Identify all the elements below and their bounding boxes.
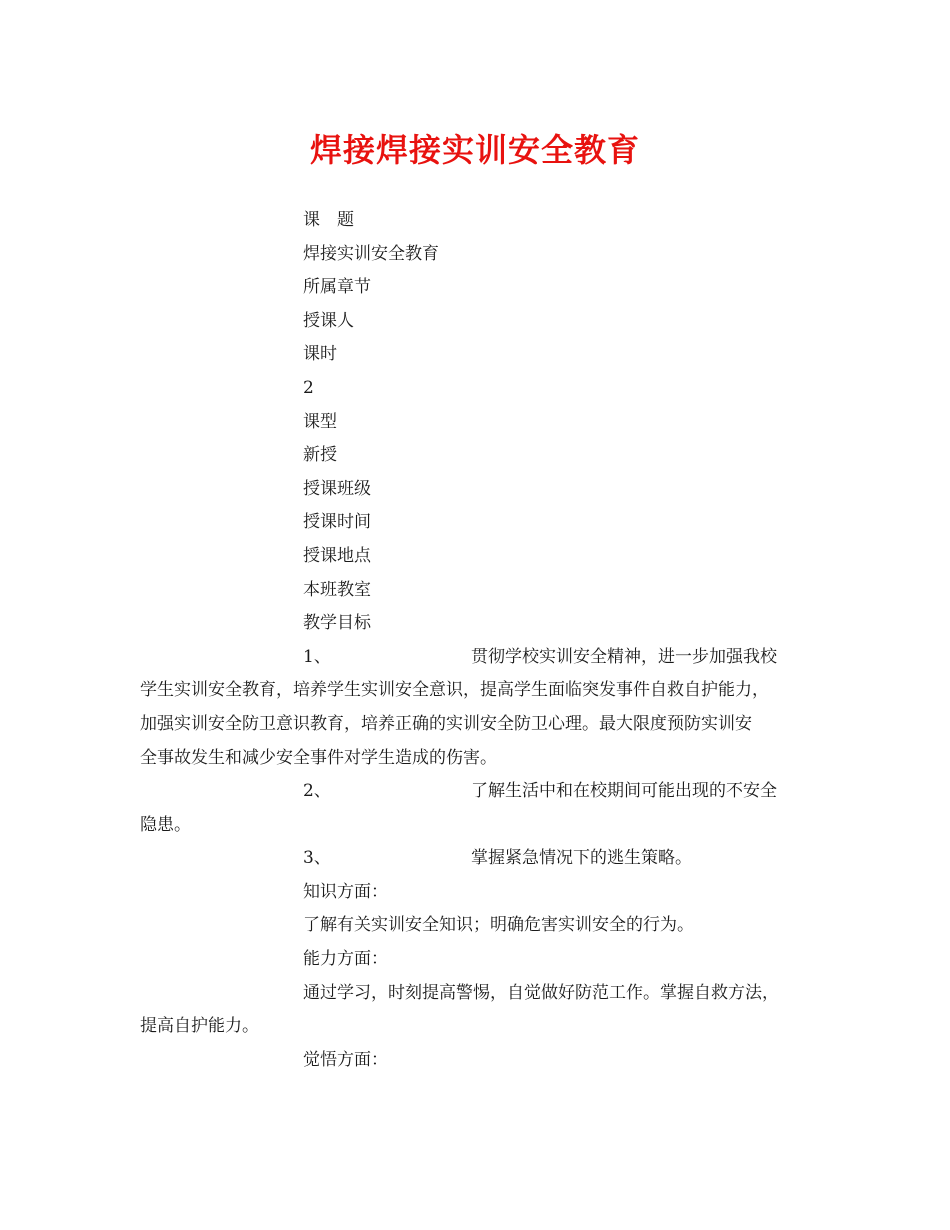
objective-2-text-line-1: 了解生活中和在校期间可能出现的不安全 (471, 781, 777, 802)
objective-2-number: 2、 (303, 781, 331, 802)
knowledge-heading: 知识方面： (303, 881, 388, 902)
objective-1-text-line-2: 学生实训安全教育，培养学生实训安全意识，提高学生面临突发事件自救自护能力， (140, 680, 769, 701)
objective-3-text-line-1: 掌握紧急情况下的逃生策略。 (471, 848, 692, 869)
ability-heading: 能力方面： (303, 949, 388, 970)
field-label-topic: 课 题 (303, 210, 354, 230)
field-value-location: 本班教室 (303, 579, 371, 600)
objective-1-number: 1、 (303, 646, 331, 667)
field-label-location: 授课地点 (303, 545, 371, 566)
field-value-hours: 2 (303, 377, 314, 398)
awareness-heading: 觉悟方面： (303, 1049, 388, 1070)
objective-2-first-line (140, 775, 830, 809)
field-label-objectives: 教学目标 (303, 613, 371, 634)
document-body (140, 204, 830, 1077)
objective-1-text-line-1: 贯彻学校实训安全精神，进一步加强我校 (471, 646, 777, 667)
field-label-hours: 课时 (303, 344, 337, 365)
ability-text-line-2: 提高自护能力。 (140, 1016, 259, 1037)
document-title: 焊接焊接实训安全教育 (309, 131, 640, 169)
objective-3-first-line (140, 842, 830, 876)
objective-1-text-line-4: 全事故发生和减少安全事件对学生造成的伤害。 (140, 747, 497, 768)
objective-1-text-line-3: 加强实训安全防卫意识教育，培养正确的实训安全防卫心理。最大限度预防实训安 (140, 713, 752, 734)
field-label-class: 授课班级 (303, 478, 371, 499)
field-value-type: 新授 (303, 445, 337, 466)
field-value-topic: 焊接实训安全教育 (303, 243, 439, 264)
field-label-time: 授课时间 (303, 512, 371, 533)
field-label-teacher: 授课人 (303, 310, 354, 331)
field-label-type: 课型 (303, 411, 337, 432)
field-label-chapter: 所属章节 (303, 277, 371, 298)
ability-text-line-1: 通过学习，时刻提高警惕，自觉做好防范工作。掌握自救方法， (303, 982, 779, 1003)
objective-1-first-line (140, 641, 830, 675)
knowledge-text: 了解有关实训安全知识；明确危害实训安全的行为。 (303, 915, 694, 936)
objective-2-text-line-2: 隐患。 (140, 814, 191, 835)
objective-3-number: 3、 (303, 848, 331, 869)
